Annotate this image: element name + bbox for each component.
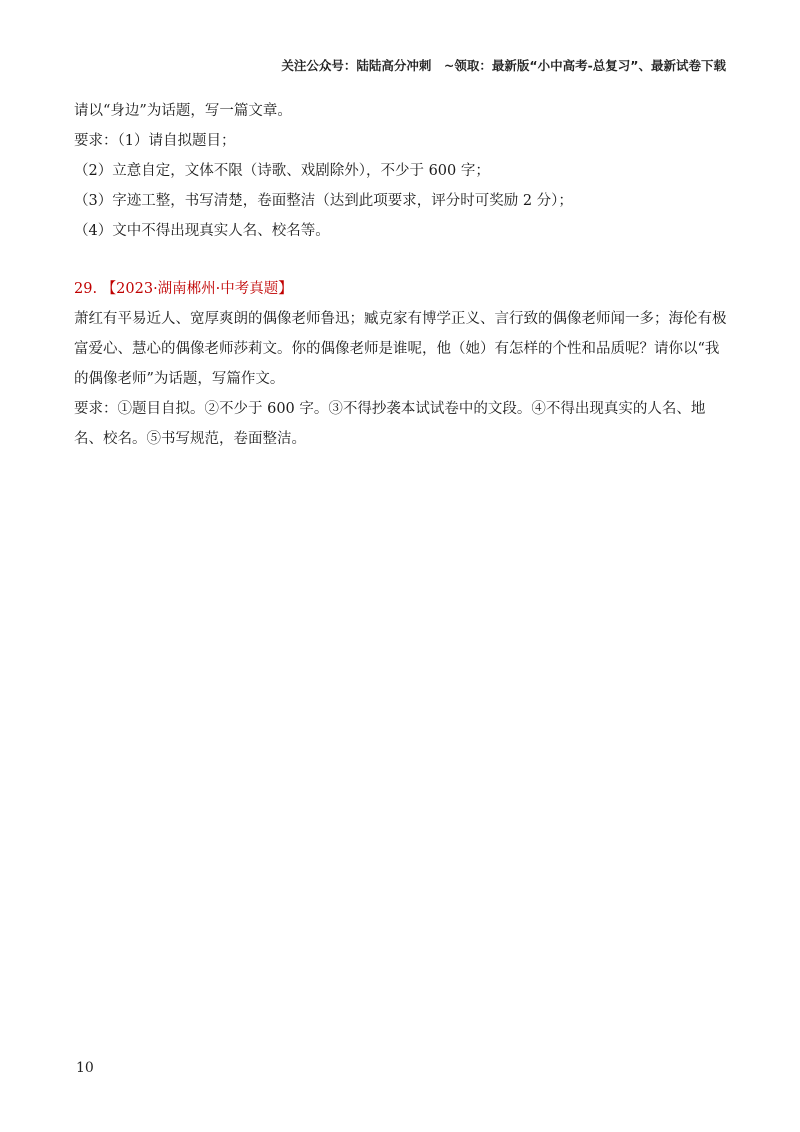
q29-source: 【2023·湖南郴州·中考真题】 [101, 281, 293, 297]
q28-requirement-3: （3）字迹工整，书写清楚，卷面整洁（达到此项要求，评分时可奖励 2 分）； [74, 193, 573, 209]
q29-number: 29. [74, 281, 98, 297]
q28-requirement-2: （2）立意自定，文体不限（诗歌、戏剧除外），不少于 600 字； [74, 163, 490, 179]
q28-prompt: 请以“身边”为话题，写一篇文章。 [74, 103, 292, 119]
q28-requirement-1: 要求：（1）请自拟题目； [74, 133, 236, 149]
q29-body: 萧红有平易近人、宽厚爽朗的偶像老师鲁迅；臧克家有博学正义、言行致的偶像老师闻一多；海伦有极富爱心、慧心的偶像老师莎莉文。你的偶像老师是谁呢，他（她）有怎样的个性和品质呢？请你以“我的偶像老师”为话题，写篇作文。 [74, 311, 727, 387]
page-content [74, 96, 730, 454]
section-gap [74, 246, 730, 274]
page-number: 10 [76, 1060, 94, 1076]
page-header: 关注公众号：陆陆高分冲刺 ~领取：最新版“小中高考-总复习”、最新试卷下载 [281, 58, 726, 73]
q29-heading [74, 274, 730, 304]
q28-requirement-4: （4）文中不得出现真实人名、校名等。 [74, 223, 330, 239]
q29-requirements: 要求：①题目自拟。②不少于 600 字。③不得抄袭本试试卷中的文段。④不得出现真实的人名、地名、校名。⑤书写规范，卷面整洁。 [74, 401, 706, 447]
